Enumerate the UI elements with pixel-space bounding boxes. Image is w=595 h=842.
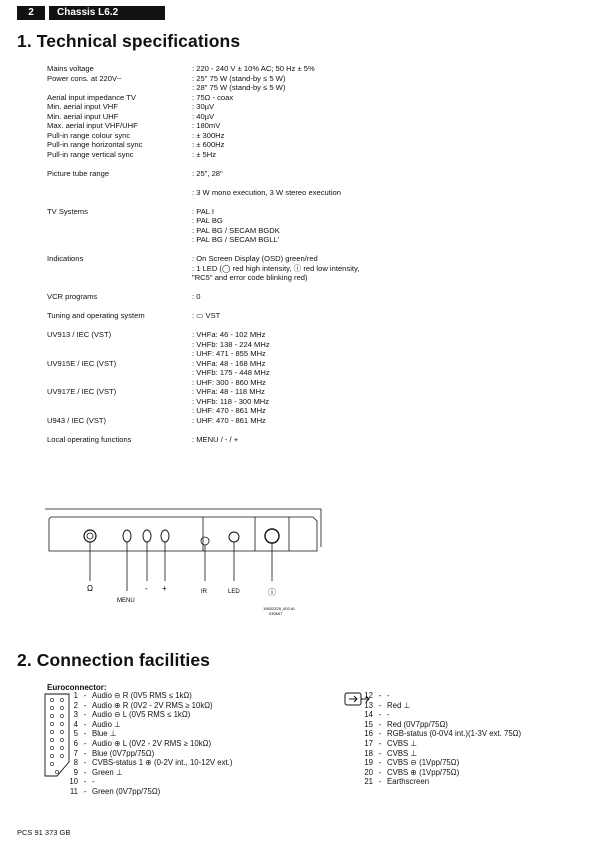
- spec-label: Max. aerial input VHF/UHF: [47, 121, 138, 130]
- spec-label: [47, 340, 192, 350]
- spec-spacer: [47, 159, 547, 169]
- spec-value: : On Screen Display (OSD) green/red: [192, 254, 318, 263]
- spec-label: [47, 235, 192, 245]
- euroconnector-title: Euroconnector:: [47, 683, 107, 692]
- spec-value: : ± 600Hz: [192, 140, 225, 149]
- pin-dash: -: [378, 767, 382, 777]
- pin-number: 1: [73, 691, 78, 700]
- spec-row: [47, 311, 547, 321]
- spec-row: [47, 140, 547, 150]
- spec-value: : UHF: 470 - 861 MHz: [192, 406, 266, 415]
- spec-label: [47, 264, 192, 274]
- pin-dash: -: [378, 738, 382, 748]
- pin-row: [355, 691, 521, 701]
- spec-label: [47, 226, 192, 236]
- pin-row: [355, 749, 521, 759]
- pin-number: 3: [73, 710, 78, 720]
- spec-spacer: [47, 321, 547, 331]
- spec-row: [47, 254, 547, 264]
- pin-row: [60, 701, 232, 711]
- spec-value: : 25", 28": [192, 168, 223, 178]
- pin-description: Audio ⊕ R (0V2 - 2V RMS ≥ 10kΩ): [92, 700, 213, 710]
- pin-row: [355, 758, 521, 768]
- pin-row: [60, 720, 232, 730]
- pin-number: 2: [73, 700, 78, 710]
- spec-value: : 25" 75 W (stand-by ≤ 5 W): [192, 73, 286, 83]
- pin-number: 20: [364, 767, 373, 777]
- pin-description: CVBS ⊖ (1Vpp/75Ω): [387, 758, 460, 768]
- pin-row: [355, 739, 521, 749]
- spec-row: [47, 292, 547, 302]
- spec-label: Picture tube range: [47, 168, 110, 178]
- pin-number: 15: [364, 719, 373, 729]
- panel-label-plus: +: [162, 584, 167, 593]
- pin-number: 14: [364, 710, 373, 720]
- spec-value: : 75Ω - coax: [192, 92, 234, 102]
- headphone-jack-icon: [84, 530, 96, 542]
- pin-description: CVBS ⊥: [387, 748, 418, 758]
- pin-dash: -: [83, 767, 87, 777]
- spec-value: : PAL BG: [192, 216, 223, 225]
- panel-label-power: ⓘ: [268, 588, 276, 597]
- spec-spacer: [47, 283, 547, 293]
- pin-description: Audio ⊖ L (0V5 RMS ≤ 1kΩ): [92, 710, 191, 720]
- spec-label: TV Systems: [47, 206, 88, 216]
- pin-number: 19: [364, 758, 373, 768]
- chassis-label: Chassis L6.2: [49, 6, 165, 20]
- pin-row: [355, 710, 521, 720]
- spec-row: [47, 273, 547, 283]
- spec-value: : 40µV: [192, 111, 215, 121]
- pin-dash: -: [83, 758, 87, 768]
- spec-value: : MENU / - / +: [192, 434, 239, 444]
- spec-row: [47, 207, 547, 217]
- spec-value: : VHFa: 48 - 118 MHz: [192, 387, 265, 396]
- pin-description: Audio ⊕ L (0V2 - 2V RMS ≥ 10kΩ): [92, 738, 212, 748]
- pin-row: [355, 777, 521, 787]
- pin-row: [355, 729, 521, 739]
- spec-value: : 220 - 240 V ± 10% AC; 50 Hz ± 5%: [192, 64, 315, 73]
- spec-label: UV913 / IEC (VST): [47, 330, 112, 339]
- pin-description: Blue (0V7pp/75Ω): [92, 748, 155, 758]
- pin-number: 12: [364, 691, 373, 700]
- pin-row: [355, 701, 521, 711]
- spec-label: [47, 378, 192, 388]
- spec-spacer: [47, 178, 547, 188]
- spec-label: Min. aerial input UHF: [47, 111, 119, 121]
- panel-ref-date: 030697: [269, 611, 283, 616]
- spec-spacer: [47, 302, 547, 312]
- pin-number: 4: [73, 719, 78, 729]
- pin-dash: -: [378, 729, 382, 739]
- spec-spacer: [47, 245, 547, 255]
- spec-row: [47, 83, 547, 93]
- pin-description: Green ⊥: [92, 767, 123, 777]
- spec-value: : 180mV: [192, 121, 221, 130]
- pin-dash: -: [83, 729, 87, 739]
- spec-label: [47, 83, 192, 93]
- pin-number: 8: [73, 758, 78, 768]
- spec-value: : ± 300Hz: [192, 130, 225, 140]
- spec-row: [47, 112, 547, 122]
- spec-value: : PAL I: [192, 206, 214, 216]
- spec-value: : ± 5Hz: [192, 149, 217, 159]
- spec-row: [47, 150, 547, 160]
- spec-row: [47, 378, 547, 388]
- pin-row: [60, 729, 232, 739]
- pin-dash: -: [378, 710, 382, 720]
- pin-dash: -: [83, 691, 87, 700]
- pin-dash: -: [378, 758, 382, 768]
- pin-description: Earthscreen: [387, 777, 430, 787]
- panel-ref: 19532329_002.AI: [263, 606, 295, 611]
- spec-row: [47, 264, 547, 274]
- spec-value: : PAL BG / SECAM BGLL': [192, 235, 280, 244]
- pin-row: [355, 768, 521, 778]
- spec-row: [47, 435, 547, 445]
- menu-button-icon: [123, 530, 131, 542]
- ir-sensor-icon: [201, 537, 209, 545]
- pin-description: -: [387, 691, 390, 700]
- spec-value: : 28" 75 W (stand-by ≤ 5 W): [192, 83, 286, 92]
- pin-description: Audio ⊖ R (0V5 RMS ≤ 1kΩ): [92, 691, 192, 700]
- spec-value: : 0: [192, 292, 201, 301]
- spec-label: UV915E / IEC (VST): [47, 358, 117, 368]
- pin-dash: -: [83, 777, 87, 787]
- pin-dash: -: [83, 710, 87, 720]
- spec-row: [47, 235, 547, 245]
- spec-value: : UHF: 470 - 861 MHz: [192, 415, 266, 425]
- spec-value: : 1 LED (◯ red high intensity, ⓘ red low intensity,: [192, 263, 360, 273]
- spec-value: : 30µV: [192, 102, 215, 111]
- pin-row: [60, 749, 232, 759]
- pin-dash: -: [378, 748, 382, 758]
- spec-row: [47, 131, 547, 141]
- panel-label-menu: MENU: [117, 598, 135, 604]
- pin-number: 16: [364, 729, 373, 739]
- spec-value: "RC5" and error code blinking red): [192, 273, 308, 282]
- spec-label: Pull-in range vertical sync: [47, 149, 134, 159]
- front-panel-diagram: [43, 507, 323, 627]
- pin-description: CVBS ⊕ (1Vpp/75Ω): [387, 767, 460, 777]
- pin-description: Green (0V7pp/75Ω): [92, 786, 161, 796]
- spec-row: [47, 93, 547, 103]
- spec-label: UV917E / IEC (VST): [47, 387, 117, 396]
- spec-label: Aerial input impedance TV: [47, 92, 136, 102]
- spec-value: : ▭ VST: [192, 311, 221, 320]
- spec-label: Local operating functions: [47, 434, 132, 444]
- panel-label-minus: -: [145, 584, 148, 593]
- pin-number: 6: [73, 738, 78, 748]
- pin-description: Blue ⊥: [92, 729, 117, 739]
- spec-value: : VHFa: 46 - 102 MHz: [192, 330, 266, 339]
- pin-dash: -: [83, 786, 87, 796]
- spec-table: [47, 64, 547, 444]
- power-button-icon: [265, 529, 279, 543]
- plus-button-icon: [161, 530, 169, 542]
- spec-value: : PAL BG / SECAM BGDK: [192, 225, 280, 235]
- spec-spacer: [47, 197, 547, 207]
- pin-dash: -: [83, 738, 87, 748]
- pin-description: Red ⊥: [387, 700, 411, 710]
- pin-number: 9: [73, 767, 78, 777]
- spec-label: VCR programs: [47, 292, 98, 301]
- spec-row: [47, 359, 547, 369]
- pin-number: 17: [364, 738, 373, 748]
- spec-row: [47, 349, 547, 359]
- document-code: PCS 91 373 GB: [17, 828, 71, 837]
- spec-label: [47, 368, 192, 378]
- spec-row: [47, 169, 547, 179]
- euro-pins-right: [355, 691, 521, 787]
- pin-number: 21: [364, 777, 373, 787]
- spec-value: : VHFb: 138 - 224 MHz: [192, 339, 270, 349]
- page-number: 2: [17, 6, 45, 20]
- spec-row: [47, 216, 547, 226]
- spec-row: [47, 330, 547, 340]
- pin-row: [60, 758, 232, 768]
- pin-row: [60, 768, 232, 778]
- pin-row: [60, 739, 232, 749]
- spec-label: Power cons. at 220V~: [47, 73, 122, 83]
- pin-row: [60, 777, 232, 787]
- spec-label: Pull-in range colour sync: [47, 130, 131, 140]
- spec-row: [47, 74, 547, 84]
- pin-description: CVBS-status 1 ⊕ (0-2V int., 10-12V ext.): [92, 758, 233, 768]
- euro-pins-left: [60, 691, 232, 797]
- spec-value: : 3 W mono execution, 3 W stereo execution: [192, 187, 341, 197]
- panel-label-led: LED: [228, 589, 240, 595]
- spec-value: : VHFb: 118 - 300 MHz: [192, 396, 270, 406]
- spec-row: [47, 121, 547, 131]
- spec-label: Min. aerial input VHF: [47, 102, 118, 111]
- spec-row: [47, 340, 547, 350]
- pin-row: [60, 710, 232, 720]
- spec-row: [47, 416, 547, 426]
- spec-value: : VHFb: 175 - 448 MHz: [192, 368, 270, 377]
- pin-number: 18: [364, 748, 373, 758]
- spec-label: Tuning and operating system: [47, 311, 145, 320]
- spec-row: [47, 387, 547, 397]
- spec-row: [47, 64, 547, 74]
- pin-dash: -: [83, 719, 87, 729]
- spec-row: [47, 397, 547, 407]
- pin-number: 10: [69, 777, 78, 787]
- pin-description: RGB-status (0-0V4 int.)(1-3V ext. 75Ω): [387, 729, 522, 739]
- spec-label: [47, 216, 192, 226]
- pin-dash: -: [378, 777, 382, 787]
- pin-description: CVBS ⊥: [387, 738, 418, 748]
- spec-row: [47, 406, 547, 416]
- led-icon: [229, 532, 239, 542]
- spec-value: : UHF: 300 - 860 MHz: [192, 377, 266, 387]
- spec-label: [47, 397, 192, 407]
- spec-spacer: [47, 425, 547, 435]
- pin-description: -: [387, 710, 390, 720]
- page-header: [17, 6, 165, 20]
- spec-label: Mains voltage: [47, 64, 94, 73]
- pin-row: [60, 691, 232, 701]
- spec-label: [47, 273, 192, 283]
- pin-description: Audio ⊥: [92, 719, 121, 729]
- pin-dash: -: [378, 719, 382, 729]
- pin-dash: -: [378, 700, 382, 710]
- pin-dash: -: [83, 748, 87, 758]
- spec-label: Pull-in range horizontal sync: [47, 140, 143, 149]
- spec-row: [47, 188, 547, 198]
- pin-dash: -: [83, 700, 87, 710]
- section-title-technical: 1. Technical specifications: [17, 31, 241, 51]
- panel-label-ir: IR: [201, 589, 207, 595]
- pin-number: 11: [69, 786, 78, 796]
- panel-label-headphone: Ω: [87, 584, 93, 593]
- spec-row: [47, 226, 547, 236]
- pin-number: 13: [364, 700, 373, 710]
- spec-label: U943 / IEC (VST): [47, 415, 107, 425]
- spec-row: [47, 102, 547, 112]
- minus-button-icon: [143, 530, 151, 542]
- pin-number: 7: [73, 748, 78, 758]
- pin-dash: -: [378, 691, 382, 700]
- pin-number: 5: [73, 729, 78, 739]
- pin-description: Red (0V7pp/75Ω): [387, 719, 448, 729]
- pin-description: -: [92, 777, 95, 787]
- pin-row: [60, 787, 232, 797]
- pin-row: [355, 720, 521, 730]
- spec-row: [47, 368, 547, 378]
- spec-label: [47, 188, 192, 198]
- spec-value: : UHF: 471 - 855 MHz: [192, 349, 266, 358]
- spec-label: Indications: [47, 254, 84, 263]
- section-title-connection: 2. Connection facilities: [17, 650, 210, 670]
- spec-label: [47, 406, 192, 416]
- spec-label: [47, 349, 192, 359]
- spec-value: : VHFa: 48 - 168 MHz: [192, 358, 266, 368]
